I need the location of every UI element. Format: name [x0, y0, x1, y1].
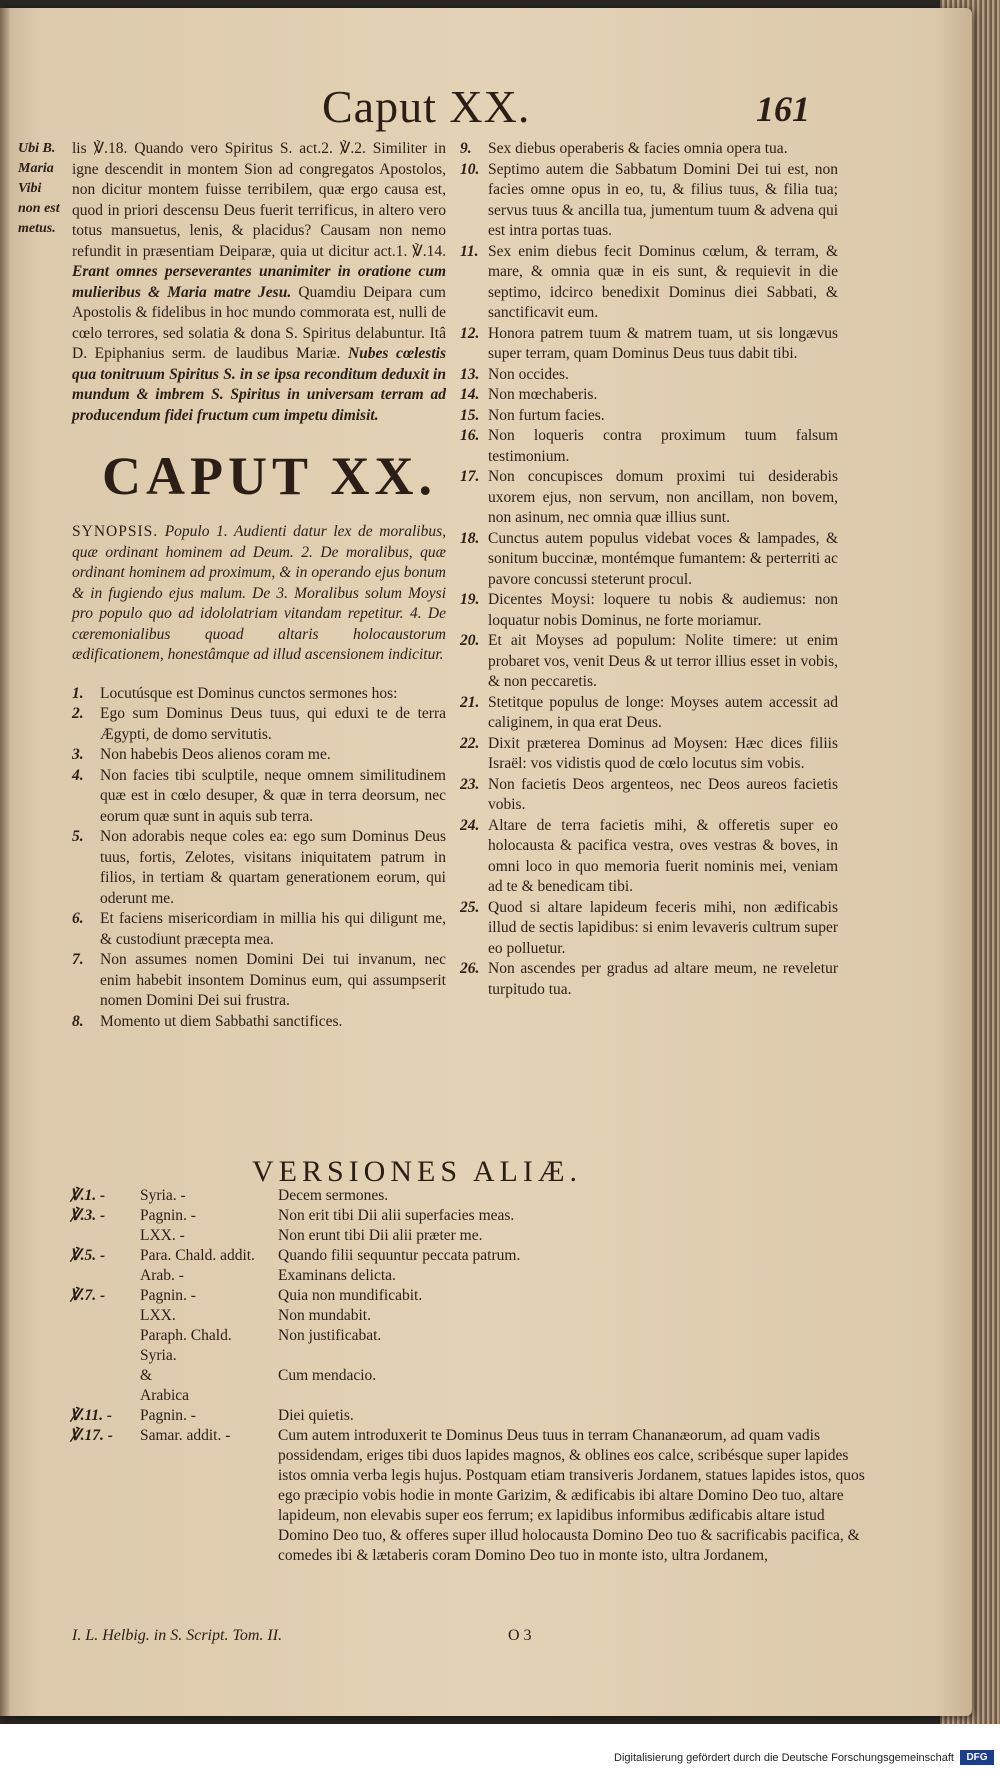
- version-ref: [70, 1346, 140, 1366]
- verse-number: 21.: [460, 693, 480, 711]
- version-row: [70, 1386, 870, 1406]
- version-src: LXX.: [140, 1307, 176, 1324]
- version-src: &: [140, 1367, 153, 1384]
- version-txt: [278, 1346, 870, 1366]
- verse: [72, 909, 446, 950]
- version-row: [70, 1266, 870, 1286]
- digitization-credit: Digitalisierung gefördert durch die Deutsche Forschungsgemeinschaft: [614, 1752, 954, 1764]
- verse: [460, 529, 838, 591]
- versions-table: [70, 1186, 870, 1566]
- verse: [460, 160, 838, 242]
- verse-text: Septimo autem die Sabbatum Domini Dei tui est, non facies omne opus in eo, tu, & filius tuus, & filia tua; servus tuus & ancilla tua, jumentum tuum & advena qui est intra portas tuas.: [488, 160, 838, 239]
- verse-number: 3.: [72, 746, 84, 763]
- version-row: [70, 1186, 870, 1206]
- verse: [460, 590, 838, 631]
- verse-text: Et ait Moyses ad populum: Nolite timere: ut enim probaret vos, venit Deus & ut terror illius esset in vobis, & non peccaretis.: [488, 632, 838, 690]
- verse: [460, 139, 838, 160]
- version-src: Pagnin. -: [140, 1207, 196, 1224]
- verse-text: Non habebis Deos alienos coram me.: [100, 746, 331, 763]
- version-ref: ℣.1. -: [70, 1187, 106, 1204]
- verse: [460, 406, 838, 427]
- version-txt: Cum mendacio.: [278, 1367, 377, 1384]
- version-src: LXX. -: [140, 1227, 185, 1244]
- version-txt: Non erit tibi Dii alii superfacies meas.: [278, 1207, 515, 1224]
- version-txt: Decem sermones.: [278, 1187, 389, 1204]
- version-ref: [70, 1366, 140, 1386]
- verse-number: 12.: [460, 324, 480, 342]
- version-ref: ℣.5. -: [70, 1247, 106, 1264]
- verse-number: 10.: [460, 160, 480, 178]
- running-head: Caput XX.: [322, 81, 531, 132]
- left-column: [72, 139, 446, 1032]
- version-txt: Cum autem introduxerit te Dominus Deus tuus in terram Chananæorum, ad quam vadis possidendam, eriges tibi duos lapides magnos, & oblines eos calce, scribésque super lapides istos omnia verba legis hujus. Postquam etiam transiveris Jordanem, statues lapides istos, quos ego præcipio vobis hodie in monte Garizim, & ædificabis ibi altare Domino Deo tuo, altare lapideum, non elevabis super eos ferrum; ex lapidibus informibus ædificabis altare istud Domino Deo tuo, & offeres super illud holocausta Domino Deo tuo & sacrificabis pacifica, & comedes ibi & lætaberis coram Domino Deo tuo in monte isto, ultra Jordanem,: [278, 1427, 865, 1564]
- verse-text: Momento ut diem Sabbathi sanctifices.: [100, 1012, 343, 1030]
- verse: [460, 734, 838, 775]
- version-txt: Non justificabat.: [278, 1327, 382, 1344]
- version-row: [70, 1286, 870, 1306]
- verse-number: 26.: [460, 960, 480, 977]
- verse-text: Locutúsque est Dominus cunctos sermones hos:: [100, 684, 398, 702]
- version-txt: [278, 1386, 870, 1406]
- version-row: [70, 1326, 870, 1346]
- verse-number: 22.: [460, 734, 480, 752]
- verse-number: 19.: [460, 591, 480, 608]
- right-verse-list: [460, 139, 838, 1000]
- version-row: [70, 1406, 870, 1426]
- version-ref: ℣.7. -: [70, 1287, 106, 1304]
- versions-title: VERSIONES ALIÆ.: [252, 1155, 583, 1188]
- version-src: Samar. addit. -: [140, 1427, 231, 1444]
- verse-text: Sex diebus operaberis & facies omnia opera tua.: [488, 140, 788, 157]
- verse: [72, 1012, 446, 1033]
- version-src: Syria. -: [140, 1187, 186, 1204]
- verse: [460, 959, 838, 1000]
- verse-number: 8.: [72, 1012, 84, 1030]
- verse-text: Honora patrem tuum & matrem tuam, ut sis longævus super terram, quam Dominus Deus tuus dabit tibi.: [488, 324, 838, 362]
- verse-number: 5.: [72, 828, 84, 845]
- verse-text: Non ascendes per gradus ad altare meum, ne reveletur turpitudo tua.: [488, 960, 838, 998]
- verse-text: Dixit præterea Dominus ad Moysen: Hæc dices filiis Israël: vos vidistis quod de cœlo locutus sim vobis.: [488, 734, 838, 772]
- page-number: 161: [756, 89, 810, 129]
- version-txt: Diei quietis.: [278, 1407, 354, 1424]
- verse-number: 4.: [72, 766, 84, 784]
- verse-number: 14.: [460, 386, 480, 403]
- version-src: Pagnin. -: [140, 1287, 196, 1304]
- intro-text-2: Quamdiu Deipara cum Apostolis & fidelibus in hoc mundo commorata est, nulli de cœlo terrores, sed solatia & dona S. Spiritus delabuntur. Itâ D. Epiphanius serm. de laudibus Mariæ.: [72, 283, 446, 362]
- verse-number: 18.: [460, 529, 480, 547]
- synopsis: [72, 522, 446, 666]
- version-ref: ℣.3. -: [70, 1207, 106, 1224]
- version-txt: Quando filii sequuntur peccata patrum.: [278, 1247, 521, 1264]
- verse: [72, 950, 446, 1012]
- verse-number: 6.: [72, 910, 84, 927]
- version-src: Paraph. Chald.: [140, 1327, 232, 1344]
- verse-number: 7.: [72, 951, 84, 968]
- version-row: [70, 1226, 870, 1246]
- verse-number: 1.: [72, 684, 84, 702]
- verse: [460, 631, 838, 693]
- verse: [72, 684, 446, 705]
- verse: [460, 816, 838, 898]
- verse-text: Quod si altare lapideum feceris mihi, non ædificabis illud de sectis lapidibus: si enim levaveris cultrum super eo polluetur.: [488, 898, 838, 957]
- synopsis-text: Populo 1. Audienti datur lex de moralibus, quæ ordinant hominem ad Deum. 2. De moralibus, quæ ordinant hominem ad proximum, & in operando ejus bonum & in fugiendo ejus malum. De 3. Moralibus solum Moysi pro populo quo ad idololatriam vitandam repetitur. 4. De cæremonialibus quoad altaris holocaustorum ædificationem, honestâmque ad illud ascensionem indicitur.: [72, 523, 447, 663]
- verse: [72, 704, 446, 745]
- verse: [460, 775, 838, 816]
- verse-number: 25.: [460, 898, 480, 916]
- verse-text: Non occides.: [488, 365, 569, 383]
- version-row: [70, 1366, 870, 1386]
- verse: [460, 365, 838, 386]
- version-txt: Non erunt tibi Dii alii præter me.: [278, 1227, 483, 1244]
- version-row: [70, 1426, 870, 1566]
- version-ref: [70, 1326, 140, 1346]
- verse: [72, 827, 446, 909]
- dfg-logo: DFG: [960, 1750, 994, 1765]
- verse: [72, 745, 446, 766]
- verse-text: Non facietis Deos argenteos, nec Deos aureos facietis vobis.: [488, 775, 838, 813]
- footer-author: I. L. Helbig. in S. Script. Tom. II.: [72, 1627, 283, 1644]
- verse-number: 20.: [460, 632, 480, 649]
- verse: [460, 242, 838, 324]
- left-verse-list: [72, 684, 446, 1033]
- version-txt: Quia non mundificabit.: [278, 1287, 423, 1304]
- verse-number: 2.: [72, 705, 84, 722]
- verse-text: Non adorabis neque coles ea: ego sum Dominus Deus tuus, fortis, Zelotes, visitans iniquitatem patrum in filios, in tertiam & quartam generationem eorum, qui oderunt me.: [100, 828, 446, 907]
- verse-number: 17.: [460, 468, 480, 485]
- chapter-heading: CAPUT XX.: [102, 446, 438, 506]
- verse: [460, 324, 838, 365]
- version-ref: [70, 1266, 140, 1286]
- verse-text: Dicentes Moysi: loquere tu nobis & audiemus: non loquatur nobis Dominus, ne forte moriamur.: [488, 591, 838, 629]
- verse-text: Non assumes nomen Domini Dei tui invanum, nec enim habebit insontem Dominus eum, qui assumpserit nomen Domini Dei sui frustra.: [100, 951, 446, 1009]
- verse-text: Altare de terra facietis mihi, & offeretis super eo holocausta & pacifica vestra, oves vestras & boves, in omni loco in quo memoria fuerit nominis mei, veniam ad te & benedicam tibi.: [488, 816, 838, 895]
- version-txt: Non mundabit.: [278, 1307, 371, 1324]
- version-ref: [70, 1386, 140, 1406]
- verse-text: Ego sum Dominus Deus tuus, qui eduxi te de terra Ægypti, de domo servitutis.: [100, 705, 446, 743]
- intro-quote: Erant omnes perseverantes unanimiter in oratione cum mulieribus & Maria matre Jesu.: [72, 263, 446, 301]
- verse: [460, 385, 838, 406]
- version-src: Syria.: [140, 1347, 177, 1364]
- version-src: Pagnin. -: [140, 1407, 196, 1424]
- verse: [460, 426, 838, 467]
- version-src: Arab. -: [140, 1267, 184, 1284]
- right-column: [460, 139, 838, 1000]
- verse-number: 11.: [460, 242, 479, 260]
- verse: [460, 898, 838, 960]
- verse-number: 15.: [460, 406, 480, 424]
- verse-text: Et faciens misericordiam in millia his qui diligunt me, & custodiunt præcepta mea.: [100, 910, 446, 948]
- page-gutter-shadow: [0, 8, 10, 1716]
- version-ref: ℣.17. -: [70, 1427, 113, 1444]
- version-row: [70, 1206, 870, 1226]
- verse-text: Stetitque populus de longe: Moyses autem accessit ad caliginem, in qua erat Deus.: [488, 693, 838, 731]
- verse-text: Cunctus autem populus videbat voces & lampades, & sonitum buccinæ, montémque fumantem: & perterriti ac pavore concussi steterunt procul.: [488, 529, 838, 588]
- verse-number: 9.: [460, 140, 472, 157]
- intro-quote-2: Nubes cœlestis qua tonitruum Spiritus S. in se ipsa reconditum deduxit in mundum & imbrem S. Spiritus in universam terram ad producendum fidei fructum cum impetu dimisit.: [72, 345, 446, 424]
- version-ref: ℣.11. -: [70, 1407, 113, 1424]
- version-row: [70, 1306, 870, 1326]
- synopsis-label: SYNOPSIS.: [72, 523, 159, 540]
- version-row: [70, 1346, 870, 1366]
- verse-number: 16.: [460, 427, 480, 444]
- verse-text: Non concupisces domum proximi tui desiderabis uxorem ejus, non servum, non ancillam, non bovem, non asinum, nec omnia quæ illius sunt.: [488, 468, 838, 526]
- verse-text: Non furtum facies.: [488, 406, 605, 424]
- verse-text: Non mœchaberis.: [488, 386, 598, 403]
- verse-number: 13.: [460, 365, 480, 383]
- version-src: Arabica: [140, 1387, 190, 1404]
- signature-mark: O 3: [508, 1627, 532, 1644]
- verse-text: Non loqueris contra proximum tuum falsum testimonium.: [488, 427, 838, 465]
- margin-note: Ubi B. Maria Vibi non est metus.: [18, 141, 60, 236]
- verse: [460, 693, 838, 734]
- version-row: [70, 1246, 870, 1266]
- intro-text: lis ℣.18. Quando vero Spiritus S. act.2. ℣.2. Similiter in igne descendit in montem Sion ad congregatos Apostolos, non dicitur montem fuisse terribilem, quæ ergo causa est, quod in priori descensu Deus fuerit terrificus, in altero vero totus mansuetus, lenis, & placidus? Causam non nemo refundit in præsentiam Deiparæ, quia ut dicitur act.1. ℣.14.: [72, 140, 446, 260]
- verse-text: Non facies tibi sculptile, neque omnem similitudinem quæ est in cœlo desuper, & quæ in terra deorsum, nec eorum quæ sunt in aquis sub terra.: [100, 766, 446, 825]
- verse-number: 24.: [460, 816, 480, 834]
- version-ref: [70, 1306, 140, 1326]
- version-txt: Examinans delicta.: [278, 1267, 396, 1284]
- verse-text: Sex enim diebus fecit Dominus cœlum, & terram, & mare, & omnia quæ in eis sunt, & requievit in die septimo, idcirco benedixit Dominus diei Sabbati, & sanctificavit eum.: [488, 242, 838, 321]
- verse: [460, 467, 838, 529]
- verse: [72, 766, 446, 828]
- version-ref: [70, 1226, 140, 1246]
- verse-number: 23.: [460, 775, 480, 793]
- version-src: Para. Chald. addit.: [140, 1247, 255, 1264]
